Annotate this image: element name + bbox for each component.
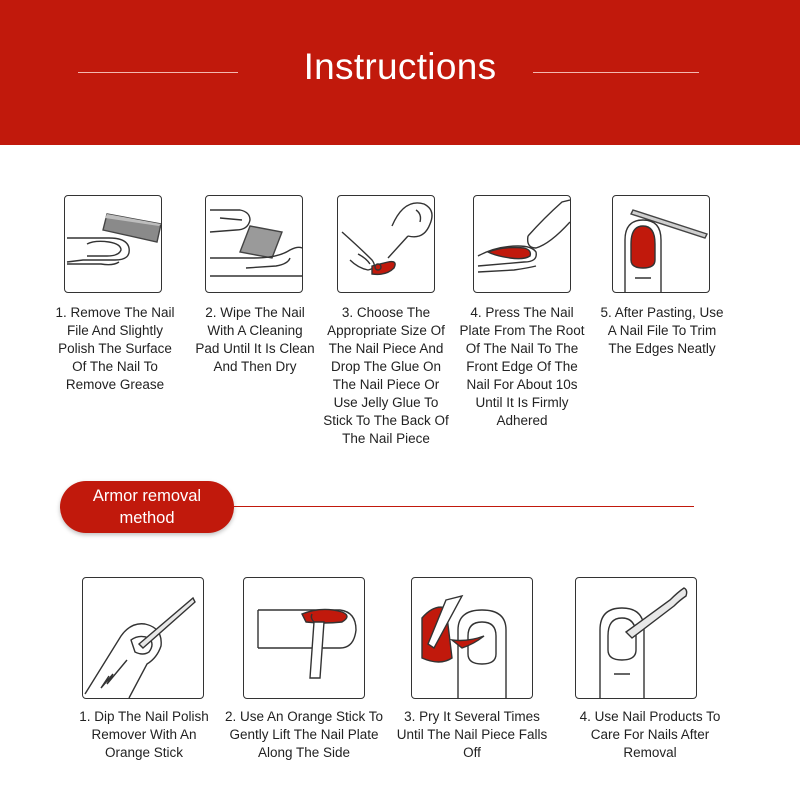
- step-caption: 2. Use An Orange Stick To Gently Lift The Nail Plate Along The Side: [224, 709, 384, 760]
- page-title: Instructions: [303, 46, 497, 87]
- nail-file-icon: [64, 195, 162, 293]
- step-caption: 3. Choose The Appropriate Size Of The Nail Piece And Drop The Glue On The Nail Piece Or Use Jelly Glue To Stick To The Back Of The Nail Piece: [323, 305, 449, 446]
- step-caption: 3. Pry It Several Times Until The Nail Piece Falls Off: [396, 709, 548, 760]
- header-rule-right: [533, 72, 699, 73]
- step-caption: 1. Dip The Nail Polish Remover With An Orange Stick: [79, 709, 209, 760]
- removal-method-text: Armor removal method: [92, 487, 202, 527]
- nail-care-icon: [575, 577, 697, 699]
- cleaning-pad-icon: [205, 195, 303, 293]
- header-banner: [0, 0, 800, 145]
- step-caption: 4. Use Nail Products To Care For Nails After Removal: [579, 709, 721, 760]
- pry-nail-icon: [411, 577, 533, 699]
- step-caption: 1. Remove The Nail File And Slightly Polish The Surface Of The Nail To Remove Grease: [55, 305, 175, 392]
- trim-edges-icon: [612, 195, 710, 293]
- glue-nail-piece-icon: [337, 195, 435, 293]
- lift-nail-plate-icon: [243, 577, 365, 699]
- step-caption: 5. After Pasting, Use A Nail File To Trim The Edges Neatly: [600, 305, 724, 356]
- step-caption: 2. Wipe The Nail With A Cleaning Pad Until It Is Clean And Then Dry: [195, 305, 315, 374]
- step-caption: 4. Press The Nail Plate From The Root Of The Nail To The Front Edge Of The Nail For About 10s Until It Is Firmly Adhered: [459, 305, 585, 428]
- removal-rule: [234, 506, 694, 507]
- orange-stick-dip-icon: [82, 577, 204, 699]
- removal-method-label: [60, 481, 234, 533]
- press-nail-icon: [473, 195, 571, 293]
